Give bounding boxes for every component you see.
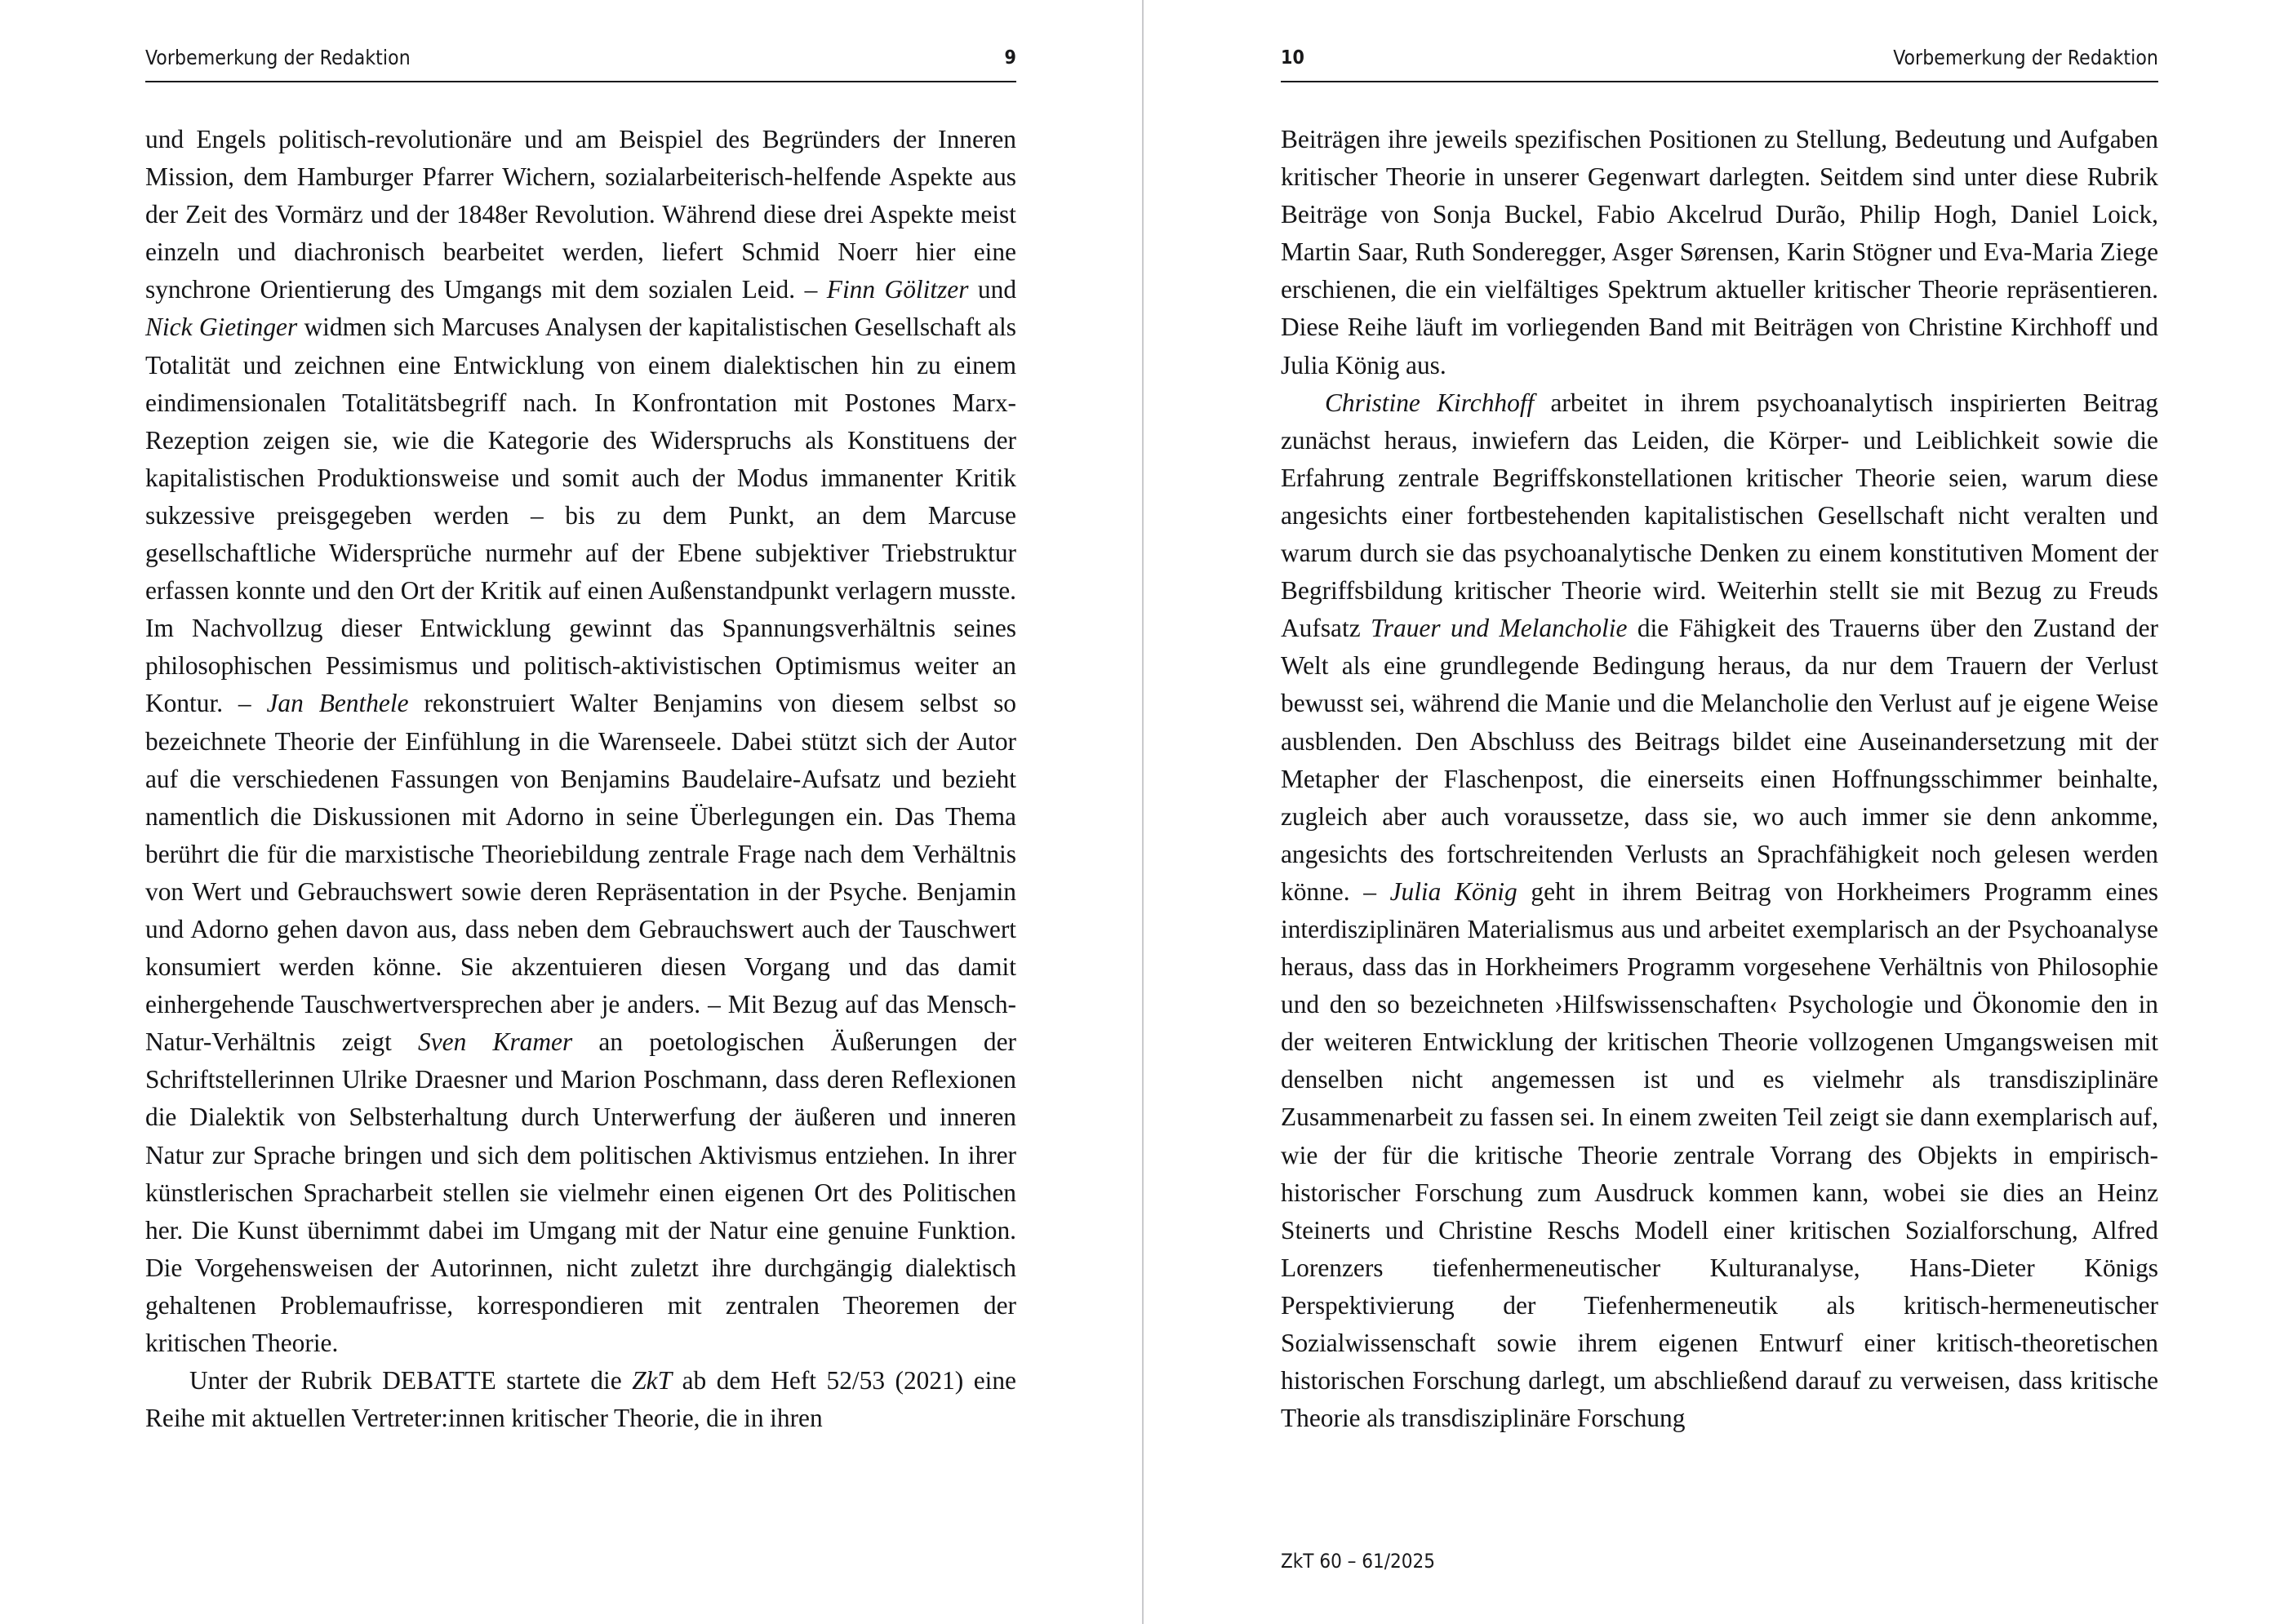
text-run: Unter der Rubrik DEBATTE startete die [189, 1366, 633, 1395]
header-rule-right [1281, 81, 2158, 82]
text-run: Beiträgen ihre jeweils spezifischen Positionen zu Stellung, Bedeutung und Aufgaben kritischer Theorie in unserer Gegenwart darlegten. Seitdem sind unter diese Rubrik Beiträge von Sonja Buckel, Fabio Akcelrud Durão, Philip Hogh, Daniel Loick, Martin Saar, Ruth Sonderegger, Asger Sørensen, Karin Stögner und Eva-Maria Ziege erschienen, die ein vielfältiges Spektrum aktueller kritischer Theorie repräsentieren. Diese Reihe läuft im vorliegenden Band mit Beiträgen von Christine Kirchhoff und Julia König aus. [1281, 125, 2158, 379]
running-head-left: Vorbemerkung der Redaktion [145, 46, 411, 69]
emphasis-run: Christine Kirchhoff [1325, 388, 1535, 417]
page-number-left: 9 [1004, 47, 1016, 69]
body-text-right [1281, 121, 2158, 1437]
text-run: geht in ihrem Beitrag von Horkheimers Programm eines interdisziplinären Materialismus aus und arbeitet exemplarisch an der Psychoanalyse heraus, dass das in Horkheimers Programm vorgesehene Verhältnis von Philosophie und den so bezeichneten ›Hilfswissenschaften‹ Psychologie und Ökonomie den in der weiteren Entwicklung der kritischen Theorie vollzogenen Umgangsweisen mit denselben nicht angemessen ist und es vielmehr als transdisziplinäre Zusammenarbeit zu fassen sei. In einem zweiten Teil zeigt sie dann exemplarisch auf, wie der für die kritische Theorie zentrale Vorrang des Objekts in empirisch-historischer Forschung zum Ausdruck kommen kann, wobei sie dies an Heinz Steinerts und Christine Reschs Modell einer kritischen Sozialforschung, Alfred Lorenzers tiefenhermeneutischer Kulturanalyse, Hans-Dieter Königs Perspektivierung der Tiefenhermeneutik als kritisch-hermeneutischer Sozialwissenschaft sowie ihrem eigenen Entwurf einer kritisch-theoretischen historischen Forschung darlegt, um abschließend darauf zu verweisen, dass kritische Theorie als transdisziplinäre Forschung [1281, 876, 2158, 1433]
page-right [1142, 0, 2284, 1624]
paragraph [1281, 384, 2158, 1438]
text-run: arbeitet in ihrem psychoanalytisch inspirierten Beitrag zunächst heraus, inwiefern das Leiden, die Körper- und Leiblichkeit sowie die Erfahrung zentrale Begriffskonstellationen kritischer Theorie seien, warum diese angesichts einer fortbestehenden kapitalistischen Gesellschaft nicht veralten und warum durch sie das psychoanalytische Denken zu einem konstitutiven Moment der Begriffsbildung kritischer Theorie wird. Weiterhin stellt sie mit Bezug zu Freuds Aufsatz [1281, 388, 2158, 643]
body-text-left [145, 121, 1016, 1437]
emphasis-run: Sven Kramer [418, 1027, 573, 1057]
emphasis-run: Nick Gietinger [145, 313, 298, 342]
emphasis-run: Trauer und Melancholie [1371, 614, 1628, 643]
footer-citation: ZkT 60 – 61/2025 [1281, 1550, 1435, 1573]
text-run: ab dem Heft 52/53 (2021) eine Reihe mit aktuellen Vertreter:innen kritischer Theorie, die in ihren [145, 1366, 1016, 1433]
paragraph [1281, 121, 2158, 384]
text-run: und Engels politisch-revolutionäre und am Beispiel des Begründers der Inneren Mission, dem Hamburger Pfarrer Wichern, sozialarbeiterisch-helfende Aspekte aus der Zeit des Vormärz und der 1848er Revolution. Während diese drei Aspekte meist einzeln und diachronisch bearbeitet werden, liefert Schmid Noerr hier eine synchrone Orientierung des Umgangs mit dem sozialen Leid. – [145, 125, 1016, 304]
emphasis-run: ZkT [632, 1366, 673, 1395]
emphasis-run: Finn Gölitzer [826, 275, 969, 304]
emphasis-run: Jan Benthele [266, 689, 409, 718]
text-run: an poetologischen Äußerungen der Schriftstellerinnen Ulrike Draesner und Marion Poschmann, dass deren Reflexionen die Dialektik von Selbsterhaltung durch Unterwerfung der äußeren und inneren Natur zur Sprache bringen und sich dem politischen Aktivismus entziehen. In ihrer künstlerischen Spracharbeit stellen sie vielmehr einen eigenen Ort des Politischen her. Die Kunst übernimmt dabei im Umgang mit der Natur eine genuine Funktion. Die Vorgehensweisen der Autorinnen, nicht zuletzt ihre durchgängig dialektisch gehaltenen Problemaufrisse, korrespondieren mit zentralen Theoremen der kritischen Theorie. [145, 1027, 1016, 1357]
text-run: die Fähigkeit des Trauerns über den Zustand der Welt als eine grundlegende Bedingung heraus, da nur dem Trauern der Verlust bewusst sei, während die Manie und die Melancholie den Verlust auf je eigene Weise ausblenden. Den Abschluss des Beitrags bildet eine Auseinandersetzung mit der Metapher der Flaschenpost, die einerseits einen Hoffnungsschimmer beinhalte, zugleich aber auch voraussetze, dass sie, wo auch immer sie denn ankomme, angesichts des fortschreitenden Verlusts an Sprachfähigkeit noch gelesen werden könne. – [1281, 614, 2158, 906]
text-run: und [968, 275, 1017, 304]
text-run: rekonstruiert Walter Benjamins von diesem selbst so bezeichnete Theorie der Einfühlung in die Warenseele. Dabei stützt sich der Autor auf die verschiedenen Fassungen von Benjamins Baudelaire-Aufsatz und bezieht namentlich die Diskussionen mit Adorno in seine Überlegungen ein. Das Thema berührt die für die marxistische Theoriebildung zentrale Frage nach dem Verhältnis von Wert und Gebrauchswert sowie deren Repräsentation in der Psyche. Benjamin und Adorno gehen davon aus, dass neben dem Gebrauchswert auch der Tauschwert konsumiert werden könne. Sie akzentuieren diesen Vorgang und das damit einhergehende Tauschwertversprechen aber je anders. – Mit Bezug auf das Mensch-Natur-Verhältnis zeigt [145, 689, 1017, 1057]
header-rule-left [145, 81, 1016, 82]
paragraph [145, 1362, 1016, 1437]
running-head-right: Vorbemerkung der Redaktion [1893, 46, 2158, 69]
emphasis-run: Julia König [1389, 876, 1517, 906]
paragraph [145, 121, 1016, 1362]
text-run: widmen sich Marcuses Analysen der kapitalistischen Gesellschaft als Totalität und zeichnen eine Entwicklung von einem dialektischen hin zu einem eindimensionalen Totalitätsbegriff nach. In Konfrontation mit Postones Marx-Rezeption zeigen sie, wie die Kategorie des Widerspruchs als Konstituens der kapitalistischen Produktionsweise und somit auch der Modus immanenter Kritik sukzessive preisgegeben werden – bis zu dem Punkt, an dem Marcuse gesellschaftliche Widersprüche nurmehr auf der Ebene subjektiver Triebstruktur erfassen konnte und den Ort der Kritik auf einen Außenstandpunkt verlagern musste. Im Nachvollzug dieser Entwicklung gewinnt das Spannungsverhältnis seines philosophischen Pessimismus und politisch-aktivistischen Optimismus weiter an Kontur. – [145, 313, 1016, 718]
page-number-right: 10 [1281, 47, 1304, 69]
